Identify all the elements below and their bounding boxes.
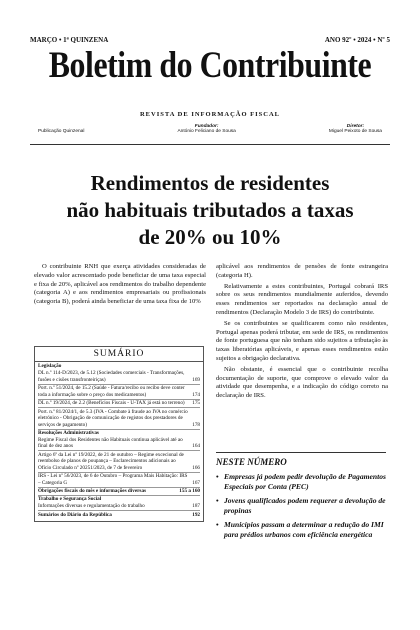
summary-section-legislation: Legislação <box>38 363 62 369</box>
publication-frequency: Publicação Quinzenal <box>38 129 85 134</box>
article-headline: Rendimentos de residentes não habituais tributados a taxas de 20% ou 10% <box>66 171 354 249</box>
founder-block <box>177 124 235 134</box>
article-paragraph: Se os contribuintes se qualificarem como não residentes, Portugal apenas poderá tributar, em sede de IRS, os rendimentos de fonte portuguesa que não tenham sido sujeitos a tributação às taxas liberatórias aplicáveis, e apenas esses rendimentos estão sujeitos a obrigação declarativa. <box>216 319 388 362</box>
article-paragraph: aplicável aos rendimentos de pensões de fonte estrangeira (categoria H). <box>216 263 388 279</box>
summary-entry[interactable]: DL n.º 114-D/2023, de 5.12 (Sociedades comerciais - Transformações, fusões e cisões transfronteiriças) 169 <box>38 370 200 383</box>
in-this-issue-item[interactable]: • Municípios passam a determinar a redução do IMI para prédios urbanos com eficiência energética <box>216 520 386 539</box>
article-paragraph: O contribuinte RNH que exerça atividades consideradas de elevado valor acrescentado pode beneficiar de uma taxa especial e fixa de 20%, aplicável aos rendimentos do trabalho dependente (categoria A) e aos rendimentos empresariais ou profissionais (categoria B), poderá ainda beneficiar de uma taxa fixa de 10% <box>34 263 206 306</box>
summary-entry[interactable]: Port. n.º 81/2024/1, de 5.3 (IVA - Combate à fraude ao IVA no comércio eletrónico - Obrigação de comunicação de registos dos prestadores de serviços de pagamento) 178 <box>38 408 200 428</box>
article-column-right <box>216 263 388 403</box>
summary-section-labour: Trabalho e Segurança Social <box>38 496 102 502</box>
summary-box <box>34 346 204 522</box>
masthead-title: Boletim do Contribuinte <box>48 45 372 86</box>
summary-entry[interactable]: Artigo 6º da Lei nº 19/2022, de 21 de outubro – Regime excecional de reembolso de planos de poupança – Esclarecimentos adicionais ao Ofício Circulado nº 20251/2023, de 7 de fevereiro 166 <box>38 451 200 471</box>
summary-entry[interactable]: DL n.º 19/2024, de 2.2 (Benefícios Fiscais - U-TAX já está no terreno) 175 <box>38 400 200 406</box>
masthead-credits <box>38 124 382 134</box>
issue-number: ANO 92º • 2024 • Nº 5 <box>324 36 390 44</box>
masthead-topline <box>30 36 390 44</box>
article-paragraph: Relativamente a estes contribuintes, Portugal cobrará IRS sobre os seus rendimentos mundialmente auferidos, devendo esses rendimentos ser reportados na declaração anual de rendimentos (Declaração Modelo 3 de IRS) do contribuinte. <box>216 282 388 316</box>
in-this-issue-item[interactable]: • Jovens qualificados podem requerer a devolução de propinas <box>216 496 386 515</box>
director-block <box>329 124 382 134</box>
masthead-divider <box>30 144 390 145</box>
founder-name: António Feliciano de Sousa <box>177 129 236 134</box>
summary-section-obligations[interactable]: Obrigações fiscais do mês e informações diversas 155 a 160 <box>38 488 200 494</box>
director-label: Diretor: <box>346 124 365 129</box>
summary-entry[interactable]: Port. n.º 51/2024, de 15.2 (Saúde - Fatura/recibo ou recibo deve conter toda a informação sobre o preço dos medicamentos) 174 <box>38 385 200 398</box>
summary-section-resolutions: Resoluções Administrativas <box>38 429 99 436</box>
in-this-issue <box>216 452 386 544</box>
in-this-issue-list <box>216 472 386 539</box>
issue-date: MARÇO • 1ª QUINZENA <box>30 36 109 44</box>
summary-section-diario[interactable]: Sumários do Diário da República 192 <box>38 511 200 518</box>
summary-body <box>35 362 203 521</box>
article-paragraph: Não obstante, é essencial que o contribuinte recolha documentação de suporte, que comprove o elevado valor da atividade que desempenha, e a indicação do código correto na declaração de IRS. <box>216 365 388 400</box>
in-this-issue-item[interactable]: • Empresas já podem pedir devolução de Pagamentos Especiais por Conta (PEC) <box>216 472 386 491</box>
in-this-issue-title: NESTE NÚMERO <box>216 457 287 467</box>
masthead-subtitle: REVISTA DE INFORMAÇÃO FISCAL <box>139 111 281 118</box>
director-name: Miguel Peixoto de Sousa <box>328 129 382 134</box>
summary-entry[interactable]: Regime Fiscal dos Residentes não Habituais continua aplicável até ao final de dez anos 164 <box>38 436 200 449</box>
founder-label: Fundador: <box>194 124 219 129</box>
summary-title: SUMÁRIO <box>35 347 203 362</box>
summary-entry[interactable]: IRS - Lei nº 56/2023, de 6 de Outubro – Programa Mais Habitação: IRS – Categoria G 167 <box>38 473 200 486</box>
article-column-left <box>34 263 206 309</box>
summary-entry[interactable]: Informações diversas e regulamentação do trabalho 187 <box>38 503 200 509</box>
